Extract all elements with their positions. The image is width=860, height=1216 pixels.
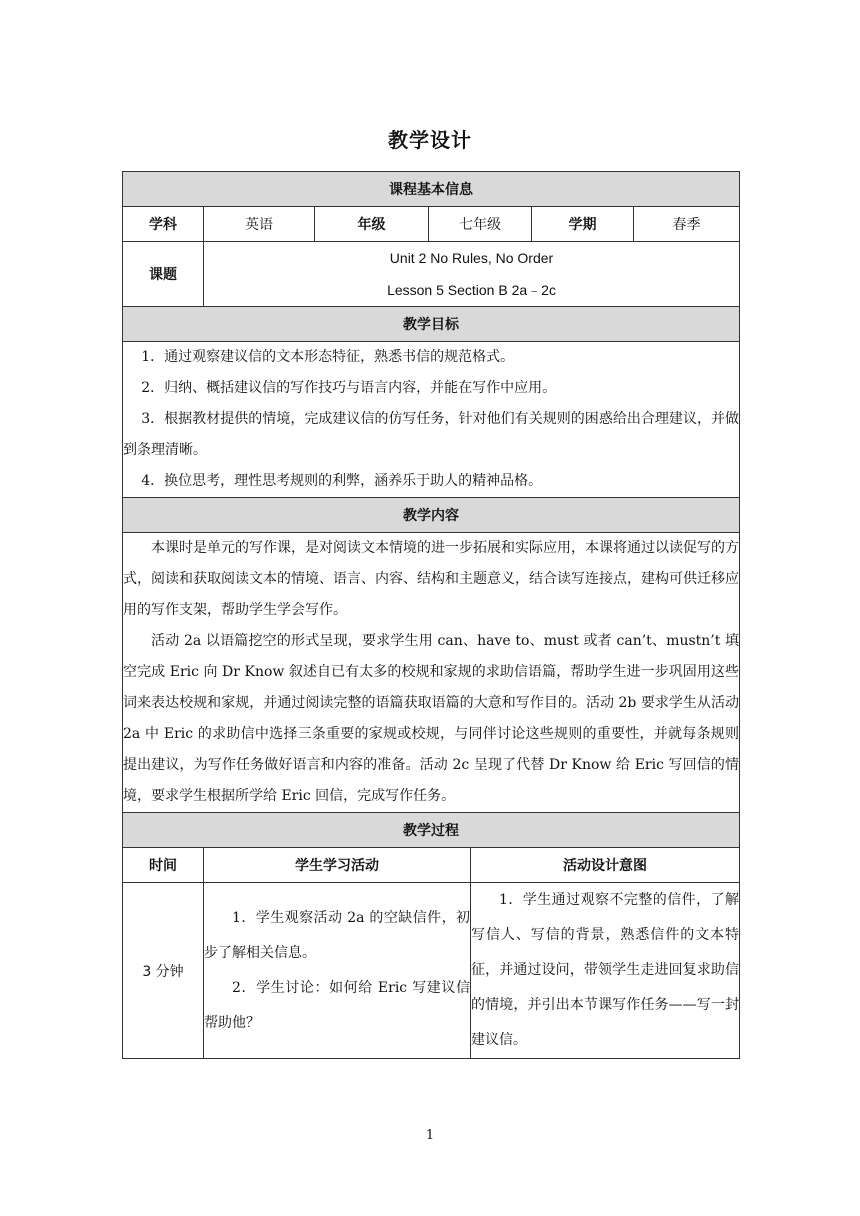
page-number: 1	[425, 1128, 435, 1143]
objectives-header: 教学目标	[123, 307, 740, 342]
page-title: 教学设计	[388, 128, 472, 152]
activity-item: 2．学生讨论：如何给 Eric 写建议信帮助他？	[204, 979, 470, 1031]
intent-item: 1．学生通过观察不完整的信件，了解写信人、写信的背景，熟悉信件的文本特征，并通过设问，带领学生走进回复求助信的情境，并引出本节课写作任务——写一封建议信。	[471, 892, 740, 1048]
content-paragraph: 本课时是单元的写作课，是对阅读文本情境的进一步拓展和实际应用，本课将通过以读促写的方式，阅读和获取阅读文本的情境、语言、内容、结构和主题意义，结合读写连接点，建构可供迁移应用的写作支架，帮助学生学会写作。	[123, 540, 740, 618]
topic-unit: Unit 2 No Rules, No Order	[389, 250, 554, 266]
process-row-time: 3 分钟	[123, 883, 204, 1059]
content-header: 教学内容	[123, 498, 740, 533]
topic-lesson: Lesson 5 Section B 2a﹣2c	[387, 282, 556, 298]
content-body	[123, 533, 740, 813]
objective-item: 3．根据教材提供的情境，完成建议信的仿写任务，针对他们有关规则的困惑给出合理建议，并做到条理清晰。	[123, 411, 740, 458]
subject-label: 学科	[123, 207, 204, 242]
term-value: 春季	[634, 207, 740, 242]
objective-item: 4．换位思考，理性思考规则的利弊，涵养乐于助人的精神品格。	[141, 473, 543, 489]
basic-info-header: 课程基本信息	[123, 172, 740, 207]
objectives-list	[123, 342, 740, 498]
content-paragraph: 活动 2a 以语篇挖空的形式呈现，要求学生用 can、have to、must 或者 can’t、mustn’t 填空完成 Eric 向 Dr Know 叙述自已有太多的校规和家规的求助信语篇，帮助学生进一步巩固用这些词来表达校规和家规，并通过阅读完整的语篇获取语篇的大意和写作目的。活动 2b 要求学生从活动 2a 中 Eric 的求助信中选择三条重要的家规或校规，与同伴讨论这些规则的重要性，并就每条规则提出建议，为写作任务做好语言和内容的准备。活动 2c 呈现了代替 Dr Know 给 Eric 写回信的情境，要求学生根据所学给 Eric 回信，完成写作任务。	[123, 633, 740, 804]
objective-item: 1．通过观察建议信的文本形态特征，熟悉书信的规范格式。	[141, 349, 515, 365]
topic-value	[204, 242, 740, 307]
process-row-activities	[204, 883, 471, 1059]
activity-item: 1．学生观察活动 2a 的空缺信件，初步了解相关信息。	[204, 909, 470, 961]
topic-label: 课题	[123, 242, 204, 307]
process-col-time: 时间	[123, 848, 204, 883]
grade-label: 年级	[315, 207, 429, 242]
objective-item: 2．归纳、概括建议信的写作技巧与语言内容，并能在写作中应用。	[141, 380, 557, 396]
process-header: 教学过程	[123, 813, 740, 848]
subject-value: 英语	[204, 207, 315, 242]
process-col-activity: 学生学习活动	[204, 848, 471, 883]
term-label: 学期	[532, 207, 634, 242]
grade-value: 七年级	[429, 207, 532, 242]
process-col-intent: 活动设计意图	[471, 848, 740, 883]
lesson-design-table	[122, 171, 740, 1059]
process-row-intent	[471, 883, 740, 1059]
